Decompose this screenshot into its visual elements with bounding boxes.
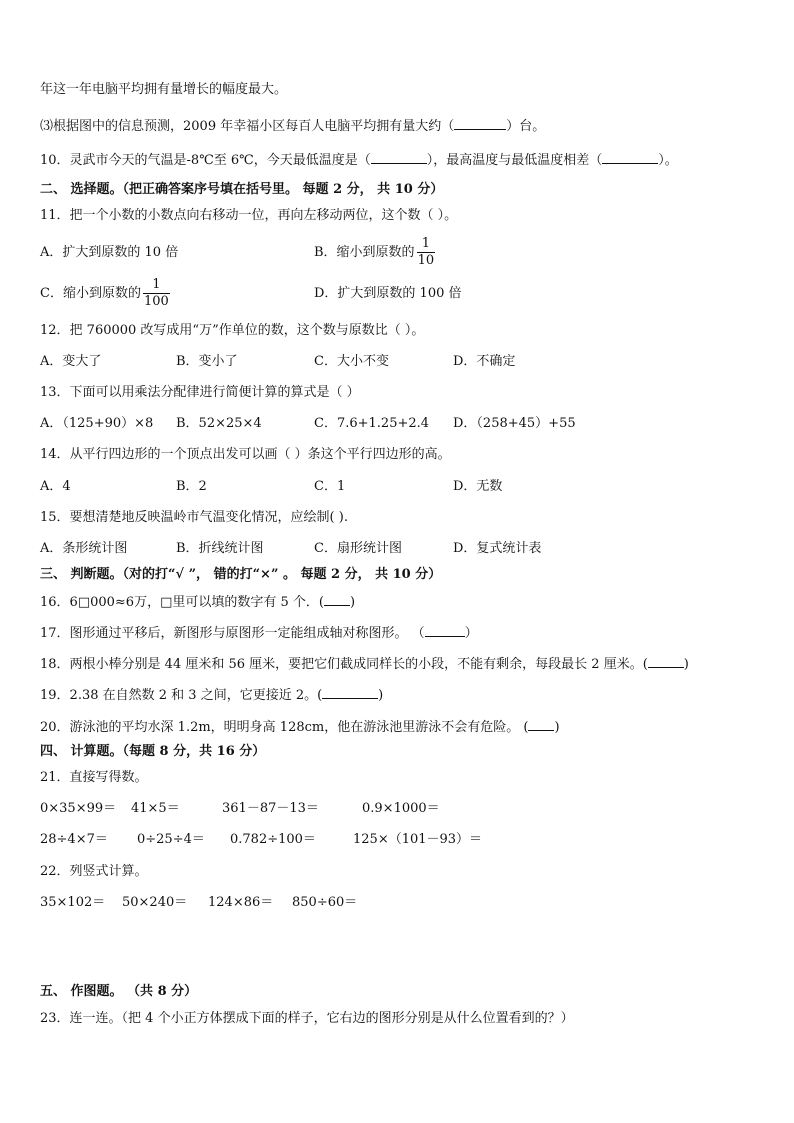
option-d[interactable]: D．复式统计表 — [453, 541, 542, 556]
question-17 — [40, 623, 478, 643]
option-a[interactable]: A．4 — [40, 479, 71, 494]
question-19 — [40, 685, 383, 705]
q9-3-end: ）台。 — [506, 119, 546, 134]
q16-text: 16．6□000≈6万，□里可以填的数字有 5 个．( — [40, 595, 324, 610]
question-12: 12．把 760000 改写成用“万”作单位的数，这个数与原数比（ ）。 — [40, 323, 425, 338]
q17-text: 17．图形通过平移后，新图形与原图形一定能组成轴对称图形。 （ — [40, 626, 425, 641]
calc-item: 41×5＝ — [131, 801, 180, 816]
question-23: 23．连一连。（把 4 个小正方体摆成下面的样子，它右边的图形分别是从什么位置看到的？） — [40, 1011, 574, 1026]
question-10 — [40, 150, 678, 170]
q18-end: ) — [683, 657, 689, 672]
q19-text: 19．2.38 在自然数 2 和 3 之间，它更接近 2。( — [40, 688, 323, 703]
q16-end: ) — [349, 595, 356, 610]
fraction — [417, 236, 436, 269]
question-11: 11．把一个小数的小数点向右移动一位，再向左移动两位，这个数（ ）。 — [40, 208, 458, 223]
question-18 — [40, 654, 689, 674]
fraction-denominator: 100 — [143, 294, 169, 309]
option-c-text: C．缩小到原数的 — [40, 286, 141, 301]
calc-item: 50×240＝ — [122, 895, 188, 910]
q10-text: 10．灵武市今天的气温是-8℃至 6℃，今天最低温度是（ — [40, 153, 371, 168]
fraction-numerator: 1 — [417, 236, 436, 253]
option-d[interactable]: D．扩大到原数的 100 倍 — [314, 286, 462, 301]
fraction — [143, 277, 170, 310]
option-b-text: B．缩小到原数的 — [314, 245, 415, 260]
answer-blank[interactable] — [602, 150, 658, 164]
calc-item: 125×（101－93）＝ — [353, 832, 483, 847]
option-a[interactable]: A．（125+90）×8 — [40, 416, 154, 431]
fraction-numerator: 1 — [143, 277, 170, 294]
q10-end: ）。 — [658, 153, 678, 168]
option-b[interactable]: B．52×25×4 — [176, 416, 262, 431]
question-9-3 — [40, 116, 545, 136]
question-20 — [40, 717, 560, 737]
option-a[interactable]: A．变大了 — [40, 354, 102, 369]
section-heading-judge: 三、 判断题。（对的打“√ ”， 错的打“×” 。 每题 2 分， 共 10 分） — [40, 567, 442, 582]
question-13: 13．下面可以用乘法分配律进行简便计算的算式是（ ） — [40, 385, 360, 400]
q18-text: 18．两根小棒分别是 44 厘米和 56 厘米，要把它们截成同样长的小段，不能有剩余，每段最长 2 厘米。( — [40, 657, 648, 672]
q17-end: ） — [464, 626, 478, 641]
q9-3-text: ⑶根据图中的信息预测，2009 年幸福小区每百人电脑平均拥有量大约（ — [40, 119, 455, 134]
section-heading-choice: 二、 选择题。（把正确答案序号填在括号里。 每题 2 分， 共 10 分） — [40, 182, 444, 197]
calc-item: 124×86＝ — [208, 895, 274, 910]
section-heading-drawing: 五、 作图题。 （共 8 分） — [40, 984, 198, 999]
option-d[interactable]: D．（258+45）+55 — [453, 416, 576, 431]
answer-blank[interactable] — [648, 654, 684, 668]
option-c[interactable]: C．大小不变 — [314, 354, 389, 369]
option-b[interactable]: B．2 — [176, 479, 207, 494]
calc-item: 361－87－13＝ — [222, 801, 319, 816]
option-a[interactable]: A．扩大到原数的 10 倍 — [40, 245, 179, 260]
question-22: 22．列竖式计算。 — [40, 864, 148, 879]
section-heading-calc: 四、 计算题。（每题 8 分，共 16 分） — [40, 744, 266, 759]
q20-end: ) — [554, 720, 560, 735]
calc-item: 850÷60＝ — [292, 895, 358, 910]
answer-blank[interactable] — [324, 592, 350, 606]
question-15: 15．要想清楚地反映温岭市气温变化情况，应绘制( ). — [40, 510, 348, 525]
option-d[interactable]: D．无数 — [453, 479, 503, 494]
option-c[interactable]: C．7.6+1.25+2.4 — [314, 416, 430, 431]
q10-text-2: ），最高温度与最低温度相差（ — [426, 153, 603, 168]
option-b[interactable]: B．变小了 — [176, 354, 238, 369]
question-21: 21．直接写得数。 — [40, 770, 148, 785]
calc-item: 35×102＝ — [40, 895, 106, 910]
option-c[interactable]: C．扇形统计图 — [314, 541, 402, 556]
answer-blank[interactable] — [322, 685, 378, 699]
answer-blank[interactable] — [454, 116, 506, 130]
option-b[interactable] — [314, 235, 435, 271]
option-a[interactable]: A．条形统计图 — [40, 541, 128, 556]
calc-item: 0.9×1000＝ — [362, 801, 440, 816]
option-b[interactable]: B．折线统计图 — [176, 541, 264, 556]
question-14: 14．从平行四边形的一个顶点出发可以画（ ）条这个平行四边形的高。 — [40, 447, 451, 462]
q20-text: 20．游泳池的平均水深 1.2m，明明身高 128cm，他在游泳池里游泳不会有危险。 ( — [40, 720, 529, 735]
calc-item: 0.782÷100＝ — [230, 832, 316, 847]
calc-item: 0÷25÷4＝ — [137, 832, 205, 847]
calc-item: 0×35×99＝ — [40, 801, 117, 816]
calc-item: 28÷4×7＝ — [40, 832, 108, 847]
fraction-denominator: 10 — [417, 253, 435, 268]
q19-end: ) — [378, 688, 384, 703]
option-d[interactable]: D．不确定 — [453, 354, 516, 369]
answer-blank[interactable] — [425, 623, 465, 637]
answer-blank[interactable] — [371, 150, 427, 164]
option-c[interactable]: C．1 — [314, 479, 346, 494]
text-line: 年这一年电脑平均拥有量增长的幅度最大。 — [40, 82, 288, 97]
option-c[interactable] — [40, 276, 170, 312]
answer-blank[interactable] — [528, 717, 554, 731]
question-16 — [40, 592, 355, 612]
